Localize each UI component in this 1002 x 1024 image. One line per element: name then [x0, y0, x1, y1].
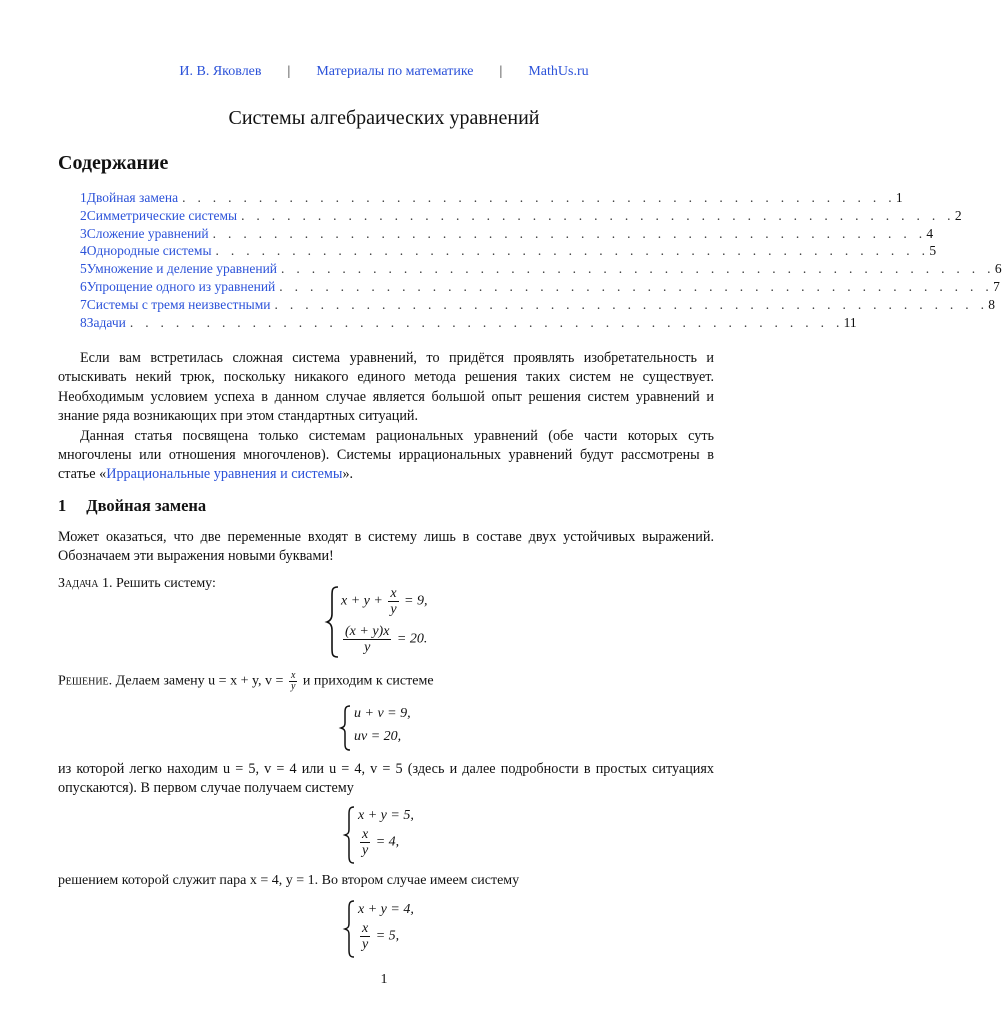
toc-item[interactable] — [58, 243, 937, 261]
system1-eq1-left: x + y + — [341, 593, 383, 609]
system1-eq2 — [341, 624, 427, 655]
toc-dots: . . . . . . . . . . . . . . . . . . . . . . . . . . . . . . . . . . . . . . . . . . . . . . . — [241, 207, 955, 223]
denominator: y — [390, 602, 397, 617]
toc-dots: . . . . . . . . . . . . . . . . . . . . . . . . . . . . . . . . . . . . . . . . . . . . . . . — [182, 190, 896, 205]
numerator: x — [290, 670, 296, 681]
toc-item[interactable] — [58, 278, 1000, 297]
intro-text: Данная статья посвящена только системам рациональных уравнений (обе части которых суть многочлены или отношения многочленов). Системы иррациональных уравнений будут рассмотрены в статье « — [58, 427, 714, 483]
toc-item[interactable] — [58, 261, 1002, 279]
fraction — [343, 624, 391, 655]
left-brace-icon — [340, 705, 352, 751]
solution-statement — [58, 671, 434, 692]
irrational-equations-link[interactable]: Иррациональные уравнения и системы — [106, 466, 343, 483]
toc-item-label[interactable]: Сложение уравнений — [86, 225, 209, 241]
system4-eq1: x + y = 4, — [358, 902, 414, 917]
section-heading — [58, 496, 206, 516]
numerator: (x + y)x — [345, 624, 390, 639]
toc-item-number: 8 — [80, 314, 87, 330]
intro-paragraph-2 — [58, 427, 714, 485]
intro-paragraphs — [58, 349, 714, 485]
fraction — [360, 827, 370, 858]
denominator: y — [362, 937, 369, 952]
toc-item[interactable] — [58, 207, 962, 226]
system3-eq1: x + y = 5, — [358, 808, 414, 823]
toc-item-page: 11 — [843, 314, 857, 330]
task-label: Задача 1. — [58, 576, 113, 591]
solution-text-end: и приходим к системе — [302, 673, 434, 689]
denominator: y — [290, 681, 296, 692]
fraction — [289, 671, 297, 692]
intro-paragraph-1: Если вам встретилась сложная система уравнений, то придётся проявлять изобретательность и отыскивать некий трюк, поскольку никакого единого метода решения таких систем не существует. Необходимым условием успеха в данном случае является большой опыт решения систем уравнений и знание ряда возникающих при этом стандартных ситуаций. — [58, 350, 714, 425]
toc-item-label[interactable]: Однородные системы — [86, 243, 212, 259]
system4-eq2 — [358, 921, 399, 952]
toc-item-number: 3 — [80, 225, 87, 241]
toc-item-label[interactable]: Симметрические системы — [86, 207, 238, 223]
numerator: x — [362, 827, 369, 842]
toc-dots: . . . . . . . . . . . . . . . . . . . . . . . . . . . . . . . . . . . . . . . . . . . . . . . — [279, 278, 994, 294]
system1-eq2-right: = 20. — [396, 631, 428, 647]
toc-heading: Содержание — [58, 152, 169, 174]
fraction — [388, 586, 398, 617]
materials-link[interactable]: Материалы по математике — [316, 64, 474, 79]
toc-item-label[interactable]: Системы с тремя неизвестными — [86, 296, 271, 312]
page-header — [0, 64, 768, 80]
toc-item[interactable] — [58, 314, 857, 333]
toc-dots: . . . . . . . . . . . . . . . . . . . . . . . . . . . . . . . . . . . . . . . . . . . . . . . — [129, 314, 844, 330]
site-link[interactable]: MathUs.ru — [528, 64, 589, 79]
system1-eq1 — [341, 586, 428, 617]
toc-item-number: 7 — [80, 296, 87, 312]
page-number: 1 — [380, 972, 388, 987]
numerator: x — [390, 586, 397, 601]
section-text-3: решением которой служит пара x = 4, y = 1. Во втором случае имеем систему — [58, 873, 520, 888]
toc-item[interactable] — [58, 296, 996, 315]
toc-item-number: 1 — [80, 190, 87, 205]
denominator: y — [362, 843, 369, 858]
toc-dots: . . . . . . . . . . . . . . . . . . . . . . . . . . . . . . . . . . . . . . . . . . . . . . . — [215, 243, 930, 259]
left-brace-icon — [326, 586, 340, 658]
toc-item-label[interactable]: Двойная замена — [86, 190, 179, 205]
left-brace-icon — [344, 900, 356, 958]
section-intro-text: Может оказаться, что две переменные входят в систему лишь в составе двух устойчивых выражений. Обозначаем эти выражения новыми буквами! — [58, 529, 714, 565]
numerator: x — [362, 921, 369, 936]
intro-text-end: ». — [342, 466, 354, 483]
task-statement — [58, 576, 216, 592]
toc-dots: . . . . . . . . . . . . . . . . . . . . . . . . . . . . . . . . . . . . . . . . . . . . . . . — [281, 261, 995, 277]
toc-item-page: 4 — [926, 225, 934, 241]
section-title: Двойная замена — [86, 496, 207, 515]
toc-item-page: 8 — [988, 296, 996, 312]
solution-text: Делаем замену u = x + y, v = — [115, 673, 284, 689]
header-separator: | — [287, 64, 291, 79]
toc-item-number: 4 — [80, 243, 87, 259]
task-text: Решить систему: — [115, 576, 216, 591]
toc-dots: . . . . . . . . . . . . . . . . . . . . . . . . . . . . . . . . . . . . . . . . . . . . . . . — [212, 225, 927, 241]
left-brace-icon — [344, 806, 356, 864]
toc-item-page: 5 — [929, 243, 937, 259]
system3-eq2 — [358, 827, 399, 858]
toc-item-label[interactable]: Задачи — [86, 314, 126, 330]
toc-item-label[interactable]: Упрощение одного из уравнений — [86, 278, 276, 294]
table-of-contents — [58, 190, 1002, 332]
solution-label: Решение. — [58, 673, 113, 689]
system4-eq2-right: = 5, — [375, 928, 400, 944]
fraction — [360, 921, 370, 952]
denominator: y — [364, 640, 371, 655]
section-text-2: из которой легко находим u = 5, v = 4 или u = 4, v = 5 (здесь и далее подробности в простых ситуациях опускаются). В первом случае получаем систему — [58, 761, 714, 797]
system2-eq2: uv = 20, — [354, 729, 402, 744]
toc-item-label[interactable]: Умножение и деление уравнений — [86, 261, 278, 277]
toc-item-page: 7 — [993, 278, 1000, 294]
author-link[interactable]: И. В. Яковлев — [179, 64, 262, 79]
toc-item-page: 2 — [954, 207, 962, 223]
page-title: Системы алгебраических уравнений — [228, 107, 540, 129]
toc-item[interactable] — [58, 225, 934, 244]
system3-eq2-right: = 4, — [375, 834, 400, 850]
toc-item-number: 5 — [80, 261, 87, 277]
toc-item-page: 1 — [895, 190, 903, 205]
system2-eq1: u + v = 9, — [354, 706, 411, 721]
toc-dots: . . . . . . . . . . . . . . . . . . . . . . . . . . . . . . . . . . . . . . . . . . . . . . . — [274, 296, 989, 312]
toc-item-number: 2 — [80, 207, 87, 223]
toc-item[interactable] — [58, 190, 903, 208]
header-separator: | — [499, 64, 503, 79]
section-number: 1 — [58, 496, 67, 515]
toc-item-number: 6 — [80, 278, 87, 294]
toc-item-page: 6 — [994, 261, 1002, 277]
system1-eq1-right: = 9, — [404, 593, 428, 609]
section-intro — [58, 528, 714, 567]
